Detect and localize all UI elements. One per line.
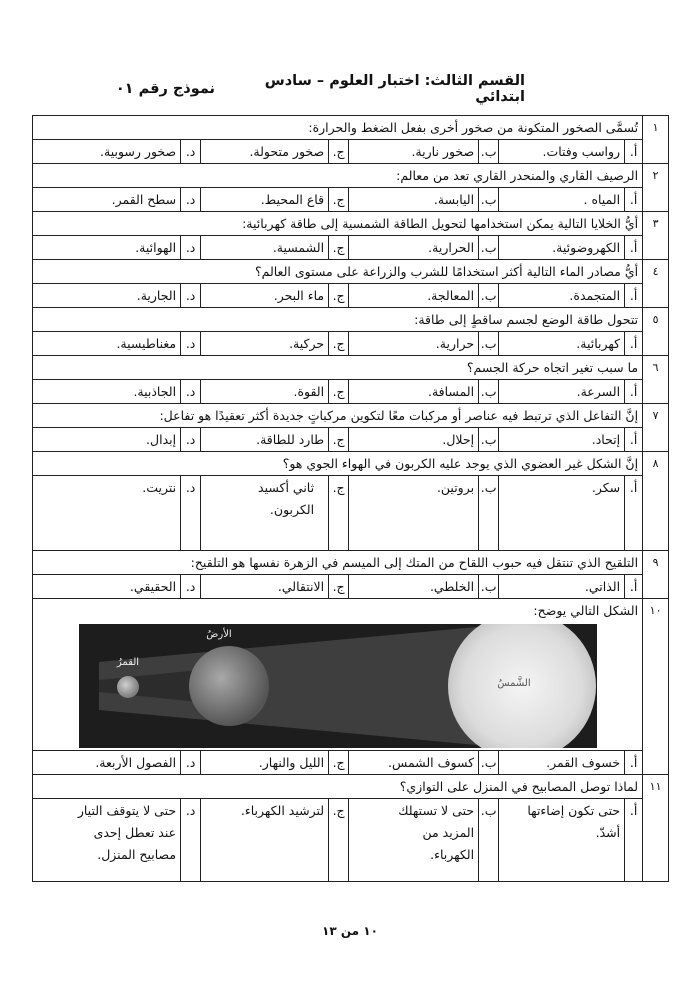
option-letter: أ. <box>625 140 643 164</box>
options-row <box>33 332 669 356</box>
option-a[interactable]: الذاتي. <box>499 575 625 599</box>
option-letter: أ. <box>625 575 643 599</box>
option-letter: أ. <box>625 380 643 404</box>
option-c[interactable]: القوة. <box>201 380 329 404</box>
option-b[interactable]: الحرارية. <box>349 236 479 260</box>
question-row <box>33 599 669 623</box>
option-letter: د. <box>181 140 201 164</box>
question-number: ١٠ <box>643 599 669 775</box>
figure-row <box>33 622 669 751</box>
options-row <box>33 284 669 308</box>
options-row <box>33 428 669 452</box>
question-text: إنَّ الشكل غير العضوي الذي يوجد عليه الكربون في الهواء الجوي هو؟ <box>33 452 643 476</box>
option-b[interactable]: المعالجة. <box>349 284 479 308</box>
option-letter: ب. <box>479 428 499 452</box>
question-text: لماذا توصل المصابيح في المنزل على التوازي؟ <box>33 775 643 799</box>
option-b[interactable]: اليابسة. <box>349 188 479 212</box>
option-a[interactable]: المتجمدة. <box>499 284 625 308</box>
question-number: ٥ <box>643 308 669 356</box>
question-row <box>33 404 669 428</box>
question-number: ١ <box>643 116 669 164</box>
option-letter: أ. <box>625 799 643 882</box>
option-letter: أ. <box>625 428 643 452</box>
question-row <box>33 212 669 236</box>
option-letter: د. <box>181 188 201 212</box>
option-letter: ج. <box>329 284 349 308</box>
question-text: إنَّ التفاعل الذي ترتبط فيه عناصر أو مركبات معًا لتكوين مركباتٍ جديدة أكثر تعقيدًا هو تفاعل: <box>33 404 643 428</box>
options-row <box>33 799 669 882</box>
options-row <box>33 575 669 599</box>
option-d[interactable]: الحقيقي. <box>33 575 181 599</box>
question-number: ١١ <box>643 775 669 882</box>
option-letter: ب. <box>479 284 499 308</box>
option-letter: ب. <box>479 751 499 775</box>
option-b[interactable]: حتى لا تستهلك المزيد من الكهرباء. <box>349 799 479 882</box>
option-d[interactable]: نتريت. <box>33 476 181 551</box>
option-a[interactable]: الكهروضوئية. <box>499 236 625 260</box>
page-header <box>70 74 525 104</box>
option-c[interactable]: صخور متحولة. <box>201 140 329 164</box>
eclipse-diagram <box>79 624 597 748</box>
option-c[interactable]: الليل والنهار. <box>201 751 329 775</box>
options-row <box>33 188 669 212</box>
option-a[interactable]: السرعة. <box>499 380 625 404</box>
option-letter: ب. <box>479 188 499 212</box>
option-letter: ب. <box>479 476 499 551</box>
question-number: ٤ <box>643 260 669 308</box>
option-letter: ج. <box>329 332 349 356</box>
question-text: تُسمَّى الصخور المتكونة من صخور أخرى بفعل الضغط والحرارة: <box>33 116 643 140</box>
option-letter: د. <box>181 380 201 404</box>
option-letter: د. <box>181 428 201 452</box>
question-text: أيُّ مصادر الماء التالية أكثر استخدامًا للشرب والزراعة على مستوى العالم؟ <box>33 260 643 284</box>
option-c[interactable]: حركية. <box>201 332 329 356</box>
moon-label: القمرُ <box>116 657 139 668</box>
option-a[interactable]: إتحاد. <box>499 428 625 452</box>
option-letter: ب. <box>479 236 499 260</box>
option-letter: أ. <box>625 236 643 260</box>
option-c[interactable]: الشمسية. <box>201 236 329 260</box>
option-b[interactable]: إحلال. <box>349 428 479 452</box>
question-row <box>33 356 669 380</box>
option-c[interactable]: لترشيد الكهرباء. <box>201 799 329 882</box>
option-letter: أ. <box>625 332 643 356</box>
question-row <box>33 260 669 284</box>
option-letter: ب. <box>479 575 499 599</box>
question-number: ٩ <box>643 551 669 599</box>
option-letter: أ. <box>625 284 643 308</box>
option-a[interactable]: سكر. <box>499 476 625 551</box>
question-text: الشكل التالي يوضح: <box>33 599 643 623</box>
question-number: ٣ <box>643 212 669 260</box>
option-letter: ج. <box>329 575 349 599</box>
option-d[interactable]: إبدال. <box>33 428 181 452</box>
option-letter: ب. <box>479 799 499 882</box>
earth-shape <box>189 646 269 726</box>
option-b[interactable]: صخور نارية. <box>349 140 479 164</box>
option-letter: د. <box>181 332 201 356</box>
sun-label: الشَّمسُ <box>496 678 531 689</box>
question-row <box>33 164 669 188</box>
moon-shape <box>117 676 139 698</box>
question-row <box>33 308 669 332</box>
option-letter: ج. <box>329 236 349 260</box>
option-b[interactable]: المسافة. <box>349 380 479 404</box>
question-text: ما سبب تغير اتجاه حركة الجسم؟ <box>33 356 643 380</box>
exam-title: القسم الثالث: اختبار العلوم – سادس ابتدائي <box>264 73 525 105</box>
option-b[interactable]: بروتين. <box>349 476 479 551</box>
option-c[interactable]: ثاني أكسيد الكربون. <box>201 476 329 551</box>
question-text: تتحول طاقة الوضع لجسم ساقطٍ إلى طاقة: <box>33 308 643 332</box>
question-number: ٧ <box>643 404 669 452</box>
option-letter: د. <box>181 799 201 882</box>
option-a[interactable]: كهربائية. <box>499 332 625 356</box>
option-letter: أ. <box>625 476 643 551</box>
option-a[interactable]: رواسب وفتات. <box>499 140 625 164</box>
options-row <box>33 476 669 551</box>
options-row <box>33 236 669 260</box>
option-d[interactable]: الهوائية. <box>33 236 181 260</box>
option-letter: د. <box>181 236 201 260</box>
question-text: التلقيح الذي تنتقل فيه حبوب اللقاح من المتك إلى الميسم في الزهرة نفسها هو التلقيح: <box>33 551 643 575</box>
question-number: ٦ <box>643 356 669 404</box>
question-number: ٢ <box>643 164 669 212</box>
options-row <box>33 751 669 775</box>
option-letter: ب. <box>479 140 499 164</box>
option-d[interactable]: حتى لا يتوقف التيار عند تعطل إحدى مصابيح المنزل. <box>33 799 181 882</box>
option-letter: ج. <box>329 428 349 452</box>
option-letter: ب. <box>479 380 499 404</box>
question-row <box>33 452 669 476</box>
question-text: الرصيف القاري والمنحدر القاري تعد من معالم: <box>33 164 643 188</box>
option-d[interactable]: الجارية. <box>33 284 181 308</box>
option-letter: ج. <box>329 799 349 882</box>
question-row <box>33 116 669 140</box>
options-row <box>33 140 669 164</box>
option-b[interactable]: الخلطي. <box>349 575 479 599</box>
option-d[interactable]: مغناطيسية. <box>33 332 181 356</box>
option-d[interactable]: سطح القمر. <box>33 188 181 212</box>
option-c[interactable]: طارد للطاقة. <box>201 428 329 452</box>
question-row <box>33 551 669 575</box>
earth-label: الأرضُ <box>205 629 232 640</box>
question-row <box>33 775 669 799</box>
option-d[interactable]: صخور رسوبية. <box>33 140 181 164</box>
model-number: نموذج رقم ٠١ <box>115 81 215 97</box>
option-letter: ج. <box>329 476 349 551</box>
option-letter: د. <box>181 751 201 775</box>
option-a[interactable]: المياه . <box>499 188 625 212</box>
option-a[interactable]: حتى تكون إضاءتها أشدّ. <box>499 799 625 882</box>
option-letter: ج. <box>329 380 349 404</box>
option-letter: ب. <box>479 332 499 356</box>
option-d[interactable]: الفصول الأربعة. <box>33 751 181 775</box>
option-letter: ج. <box>329 751 349 775</box>
option-letter: ج. <box>329 140 349 164</box>
option-b[interactable]: كسوف الشمس. <box>349 751 479 775</box>
option-a[interactable]: خسوف القمر. <box>499 751 625 775</box>
options-row <box>33 380 669 404</box>
figure-cell <box>33 622 643 751</box>
option-letter: د. <box>181 284 201 308</box>
question-text: أيُّ الخلايا التالية يمكن استخدامها لتحويل الطاقة الشمسية إلى طاقة كهربائية: <box>33 212 643 236</box>
option-c[interactable]: ماء البحر. <box>201 284 329 308</box>
option-letter: أ. <box>625 188 643 212</box>
question-number: ٨ <box>643 452 669 551</box>
option-letter: أ. <box>625 751 643 775</box>
option-letter: ج. <box>329 188 349 212</box>
option-b[interactable]: حرارية. <box>349 332 479 356</box>
option-d[interactable]: الجاذبية. <box>33 380 181 404</box>
option-letter: د. <box>181 575 201 599</box>
questions-table <box>32 115 669 882</box>
option-c[interactable]: الانتقالي. <box>201 575 329 599</box>
option-c[interactable]: قاع المحيط. <box>201 188 329 212</box>
page-number: ١٠ من ١٣ <box>322 924 378 938</box>
option-letter: د. <box>181 476 201 551</box>
